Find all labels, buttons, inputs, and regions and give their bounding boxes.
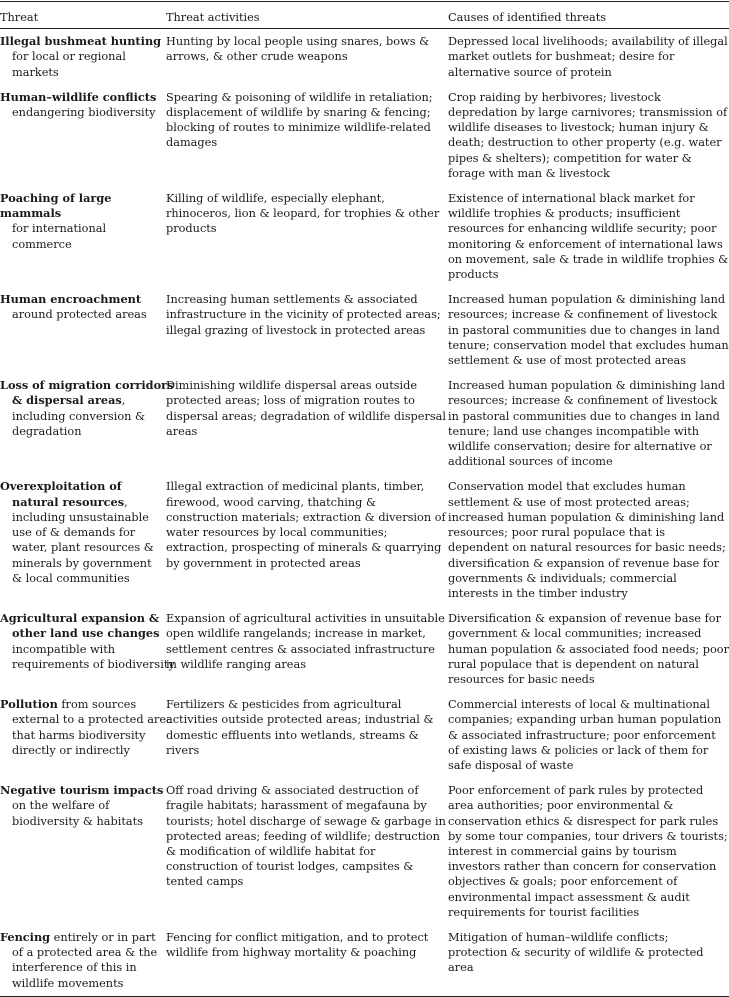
threat-activities-cell: Fencing for conflict mitigation, and to protect wildlife from highway mortality & poaching (166, 930, 429, 960)
threat-name: Pollution (0, 697, 58, 712)
threat-name: Fencing (0, 929, 51, 944)
threat-activities-cell: Diminishing wildlife dispersal areas outside protected areas; loss of migration routes to dispersal areas; degradation of wildlife dispersal areas (166, 379, 447, 438)
threat-activities-cell: Increasing human settlements & associated infrastructure in the vicinity of protected areas; illegal grazing of livestock in protected areas (166, 293, 441, 337)
threat-cell (0, 479, 166, 601)
threat-activities-cell: Hunting by local people using snares, bows & arrows, & other crude weapons (166, 35, 430, 64)
threat-causes-cell: Diversification & expansion of revenue base for government & local communities; increased human population & associated food needs; poor rural populace that is dependent on natural resources for basic needs (448, 612, 729, 686)
threat-cell (0, 191, 166, 282)
threat-qualifier: around protected areas (12, 308, 147, 322)
table-row (0, 287, 729, 373)
table-row (0, 925, 729, 996)
threat-cell (0, 611, 175, 687)
threat-causes-cell: Increased human population & diminishing land resources; increase & confinement of livestock in pastoral communities due to changes in land tenure; land use changes incompatible with wildlife conservation; desire for alternative or additional sources of income (448, 379, 726, 469)
threat-name: Human encroachment (0, 292, 142, 307)
threat-causes-cell: Increased human population & diminishing land resources; increase & confinement of livestock in pastoral communities due to changes in land tenure; conservation model that excludes human settlement & use of most protected areas (448, 293, 729, 368)
threat-cell (0, 292, 166, 368)
threat-qualifier: for international commerce (12, 222, 107, 251)
threat-name: Loss of migration corridors & dispersal areas (0, 378, 174, 408)
threat-name: Agricultural expansion & other land use changes (0, 611, 160, 641)
table-row (0, 373, 729, 474)
threat-qualifier: from sources external to a protected area that harms biodiversity directly or indirectly (12, 698, 173, 757)
threat-name: Poaching of large mammals (0, 191, 112, 221)
table-body (0, 29, 729, 996)
table-row (0, 29, 729, 85)
table-row (0, 474, 729, 606)
threat-name: Human–wildlife conflicts (0, 89, 157, 104)
threat-activities-cell: Fertilizers & pesticides from agricultural activities outside protected areas; industrial & domestic effluents into wetlands, streams & rivers (166, 698, 434, 757)
header-row (0, 2, 729, 28)
threats-table (0, 1, 729, 997)
threat-name: Negative tourism impacts (0, 783, 164, 798)
table-row (0, 606, 729, 692)
table-row (0, 186, 729, 287)
threat-causes-cell: Depressed local livelihoods; availability of illegal market outlets for bushmeat; desire for alternative source of protein (448, 35, 728, 79)
header-threat-activities: Threat activities (166, 11, 260, 24)
threat-causes-cell: Conservation model that excludes human settlement & use of most protected areas; increased human population & diminishing land resources; poor rural populace that is dependent on natural resources for basic needs; diversification & expansion of revenue base for governments & individuals; commercial interests in the timber industry (448, 480, 726, 600)
header-causes: Causes of identified threats (448, 11, 607, 24)
header-threat: Threat (0, 11, 39, 24)
threat-activities-cell: Off road driving & associated destruction of fragile habitats; harassment of megafauna by tourists; hotel discharge of sewage & garbage in protected areas; feeding of wildlife; destruction & modification of wildlife habitat for construction of tourist lodges, campsites & tented camps (166, 784, 446, 889)
threat-cell (0, 697, 173, 773)
threat-activities-cell: Killing of wildlife, especially elephant, rhinoceros, lion & leopard, for trophies & other products (166, 192, 440, 236)
threat-qualifier: , including unsustainable use of & demands for water, plant resources & minerals by government & local communities (12, 495, 154, 585)
threat-name: Overexploitation of natural resources (0, 479, 125, 509)
threat-qualifier: endangering biodiversity (12, 106, 156, 120)
threat-activities-cell: Expansion of agricultural activities in unsuitable open wildlife rangelands; increase in market, settlement centres & associated infrastructure in wildlife ranging areas (166, 612, 445, 671)
threat-activities-cell: Spearing & poisoning of wildlife in retaliation; displacement of wildlife by snaring & fencing; blocking of routes to minimize wildlife-related damages (166, 90, 433, 150)
threat-qualifier: on the welfare of biodiversity & habitats (12, 799, 143, 828)
threat-causes-cell: Commercial interests of local & multinational companies; expanding urban human population & associated infrastructure; poor enforcement of existing laws & policies or lack of them for safe disposal of waste (448, 698, 722, 772)
threat-causes-cell: Existence of international black market for wildlife trophies & products; insufficient resources for enhancing wildlife security; poor monitoring & enforcement of international laws on movement, sale & trade in wildlife trophies & products (448, 192, 729, 282)
threat-qualifier: for local or regional markets (12, 50, 126, 79)
threat-cell (0, 378, 174, 469)
threat-cell (0, 930, 166, 991)
threat-cell (0, 34, 166, 80)
threat-qualifier: , including conversion & degradation (12, 394, 146, 438)
table-row (0, 692, 729, 778)
threat-name: Illegal bushmeat hunting (0, 34, 162, 49)
threat-qualifier: entirely or in part of a protected area & the interference of this in wildlife movements (12, 930, 158, 990)
table-row (0, 778, 729, 925)
threat-activities-cell: Illegal extraction of medicinal plants, timber, firewood, wood carving, thatching & construction materials; extraction & diversion of water resources by local communities; extraction, prospecting of minerals & quarrying by government in protected areas (166, 480, 446, 570)
table-row (0, 85, 729, 186)
threat-causes-cell: Mitigation of human–wildlife conflicts; protection & security of wildlife & protected area (448, 930, 704, 975)
threat-qualifier: incompatible with requirements of biodiversity (12, 642, 175, 671)
threat-causes-cell: Poor enforcement of park rules by protected area authorities; poor environmental & conservation ethics & disrespect for park rules by some tour companies, tour drivers & tourists; interest in commercial gains by tourism investors rather than concern for conservation objectives & goals; poor enforcement of environmental impact assessment & audit requirements for tourist facilities (448, 784, 728, 919)
threat-causes-cell: Crop raiding by herbivores; livestock depredation by large carnivores; transmission of wildlife diseases to livestock; human injury & death; destruction to other property (e.g. water pipes & shelters); competition for water & forage with man & livestock (448, 90, 728, 180)
threat-cell (0, 90, 166, 181)
threat-cell (0, 783, 166, 920)
